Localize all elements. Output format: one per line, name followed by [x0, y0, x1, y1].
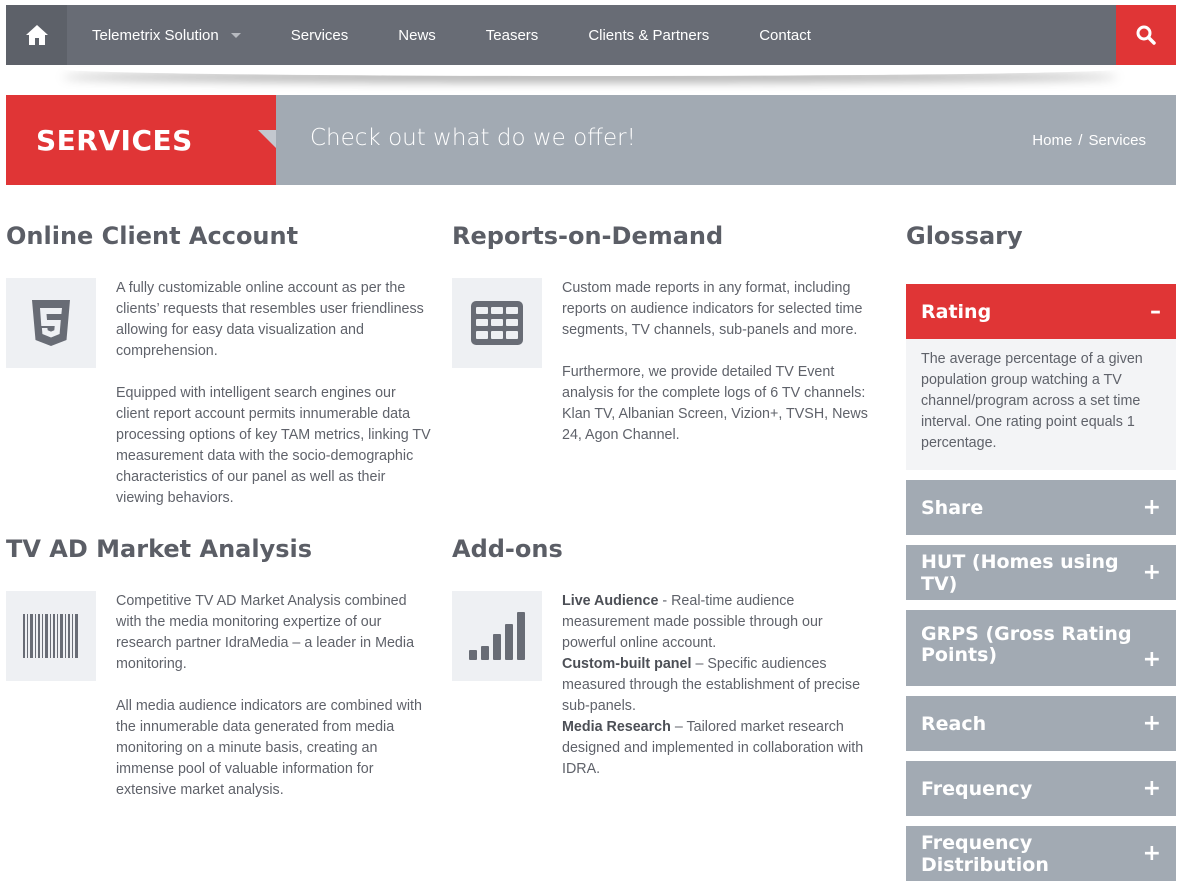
glossary-item-label: Frequency: [921, 777, 1033, 800]
banner-notch: [258, 130, 276, 148]
page-banner: [6, 95, 1176, 185]
collapse-icon: –: [1150, 299, 1161, 324]
expand-icon: +: [1142, 776, 1161, 801]
glossary-item-frequency[interactable]: [906, 761, 1176, 816]
search-button[interactable]: [1116, 5, 1176, 65]
glossary-item-reach[interactable]: [906, 696, 1176, 751]
expand-icon: +: [1142, 495, 1161, 520]
breadcrumb-home-link[interactable]: Home: [1032, 132, 1073, 149]
glossary-item-share[interactable]: [906, 480, 1176, 535]
section-title: Reports-on-Demand: [452, 222, 724, 250]
glossary-item-label: HUT (Homes using TV): [921, 550, 1119, 595]
home-icon: [25, 24, 49, 46]
expand-icon: +: [1142, 647, 1161, 672]
section-paragraph: Furthermore, we provide detailed TV Event analysis for the complete logs of 6 TV channels: Klan TV, Albanian Screen, Vizion+, TVSH, News 24, Agon Channel.: [562, 364, 868, 443]
section-add-ons: [452, 535, 877, 780]
nav-item-clients-partners[interactable]: Clients & Partners: [588, 26, 710, 44]
glossary-title: Glossary: [906, 222, 1023, 250]
page-tagline: Check out what do we offer!: [310, 125, 636, 151]
section-title: Online Client Account: [6, 222, 299, 250]
barcode-icon: [23, 614, 79, 658]
search-icon: [1136, 25, 1156, 45]
nav-item-news[interactable]: News: [398, 26, 436, 44]
glossary-item-label: GRPS (Gross Rating Points): [921, 623, 1132, 666]
expand-icon: +: [1142, 560, 1161, 585]
glossary-item-rating[interactable]: [906, 284, 1176, 339]
chevron-down-icon: [231, 33, 241, 38]
section-paragraph: Competitive TV AD Market Analysis combined with the media monitoring expertize of our research partner IdraMedia – a leader in Media monitoring.: [116, 593, 415, 672]
nav-item-services[interactable]: Services: [290, 26, 349, 44]
nav-item-teasers[interactable]: Teasers: [485, 26, 539, 44]
expand-icon: +: [1142, 711, 1161, 736]
table-icon: [471, 301, 523, 345]
section-title: Add-ons: [452, 535, 563, 563]
glossary-item-label: Rating: [921, 300, 992, 323]
page-title: SERVICES: [36, 123, 193, 157]
addon-item-live-audience: Live Audience - Real-time audience measurement made possible through our powerful online account.: [562, 593, 823, 651]
breadcrumb: [1032, 132, 1146, 149]
glossary-panel: [906, 222, 1176, 887]
glossary-item-grps[interactable]: [906, 610, 1176, 686]
top-navbar: [6, 5, 1176, 65]
icon-box: [452, 278, 542, 368]
nav-item-contact[interactable]: Contact: [759, 26, 811, 44]
page-title-block: [6, 95, 276, 185]
section-tv-ad-market-analysis: [6, 535, 431, 801]
addon-item-custom-built-panel: Custom-built panel – Specific audiences measured through the establishment of precise sub-panels.: [562, 656, 861, 714]
icon-box: [6, 278, 96, 368]
section-paragraph: A fully customizable online account as per the clients’ requests that resembles user friendliness allowing for easy data visualization and comprehension.: [116, 280, 424, 359]
html5-icon: [30, 299, 72, 347]
glossary-item-label: Frequency Distribution: [921, 831, 1049, 876]
expand-icon: +: [1142, 841, 1161, 866]
icon-box: [6, 591, 96, 681]
glossary-item-body: The average percentage of a given population group watching a TV channel/program across a set time interval. One rating point equals 1 percentage.: [906, 339, 1176, 470]
glossary-item-label: Reach: [921, 712, 987, 735]
breadcrumb-separator: /: [1078, 132, 1083, 149]
section-paragraph: Custom made reports in any format, including reports on audience indicators for selected time segments, TV channels, sub-panels and more.: [562, 280, 863, 338]
section-reports-on-demand: [452, 222, 877, 446]
home-button[interactable]: [6, 5, 67, 65]
glossary-item-hut[interactable]: [906, 545, 1176, 600]
main-menu: [67, 5, 836, 65]
section-online-client-account: [6, 222, 431, 509]
signal-bars-icon: [469, 612, 525, 660]
section-title: TV AD Market Analysis: [6, 535, 313, 563]
section-paragraph: Equipped with intelligent search engines our client report account permits innumerable data processing options of key TAM metrics, linking TV measurement data with the socio-demographic characteristics of our panel as well as their viewing behaviors.: [116, 385, 431, 506]
icon-box: [452, 591, 542, 681]
section-paragraph: All media audience indicators are combined with the innumerable data generated from media monitoring on a minute basis, creating an immense pool of valuable information for extensive market analysis.: [116, 698, 422, 798]
addon-item-media-research: Media Research – Tailored market research designed and implemented in collaboration with IDRA.: [562, 719, 864, 777]
breadcrumb-current: Services: [1088, 132, 1146, 149]
glossary-item-label: Share: [921, 496, 984, 519]
nav-item-telemetrix-solution[interactable]: Telemetrix Solution: [67, 5, 266, 65]
glossary-item-frequency-distribution[interactable]: [906, 826, 1176, 881]
